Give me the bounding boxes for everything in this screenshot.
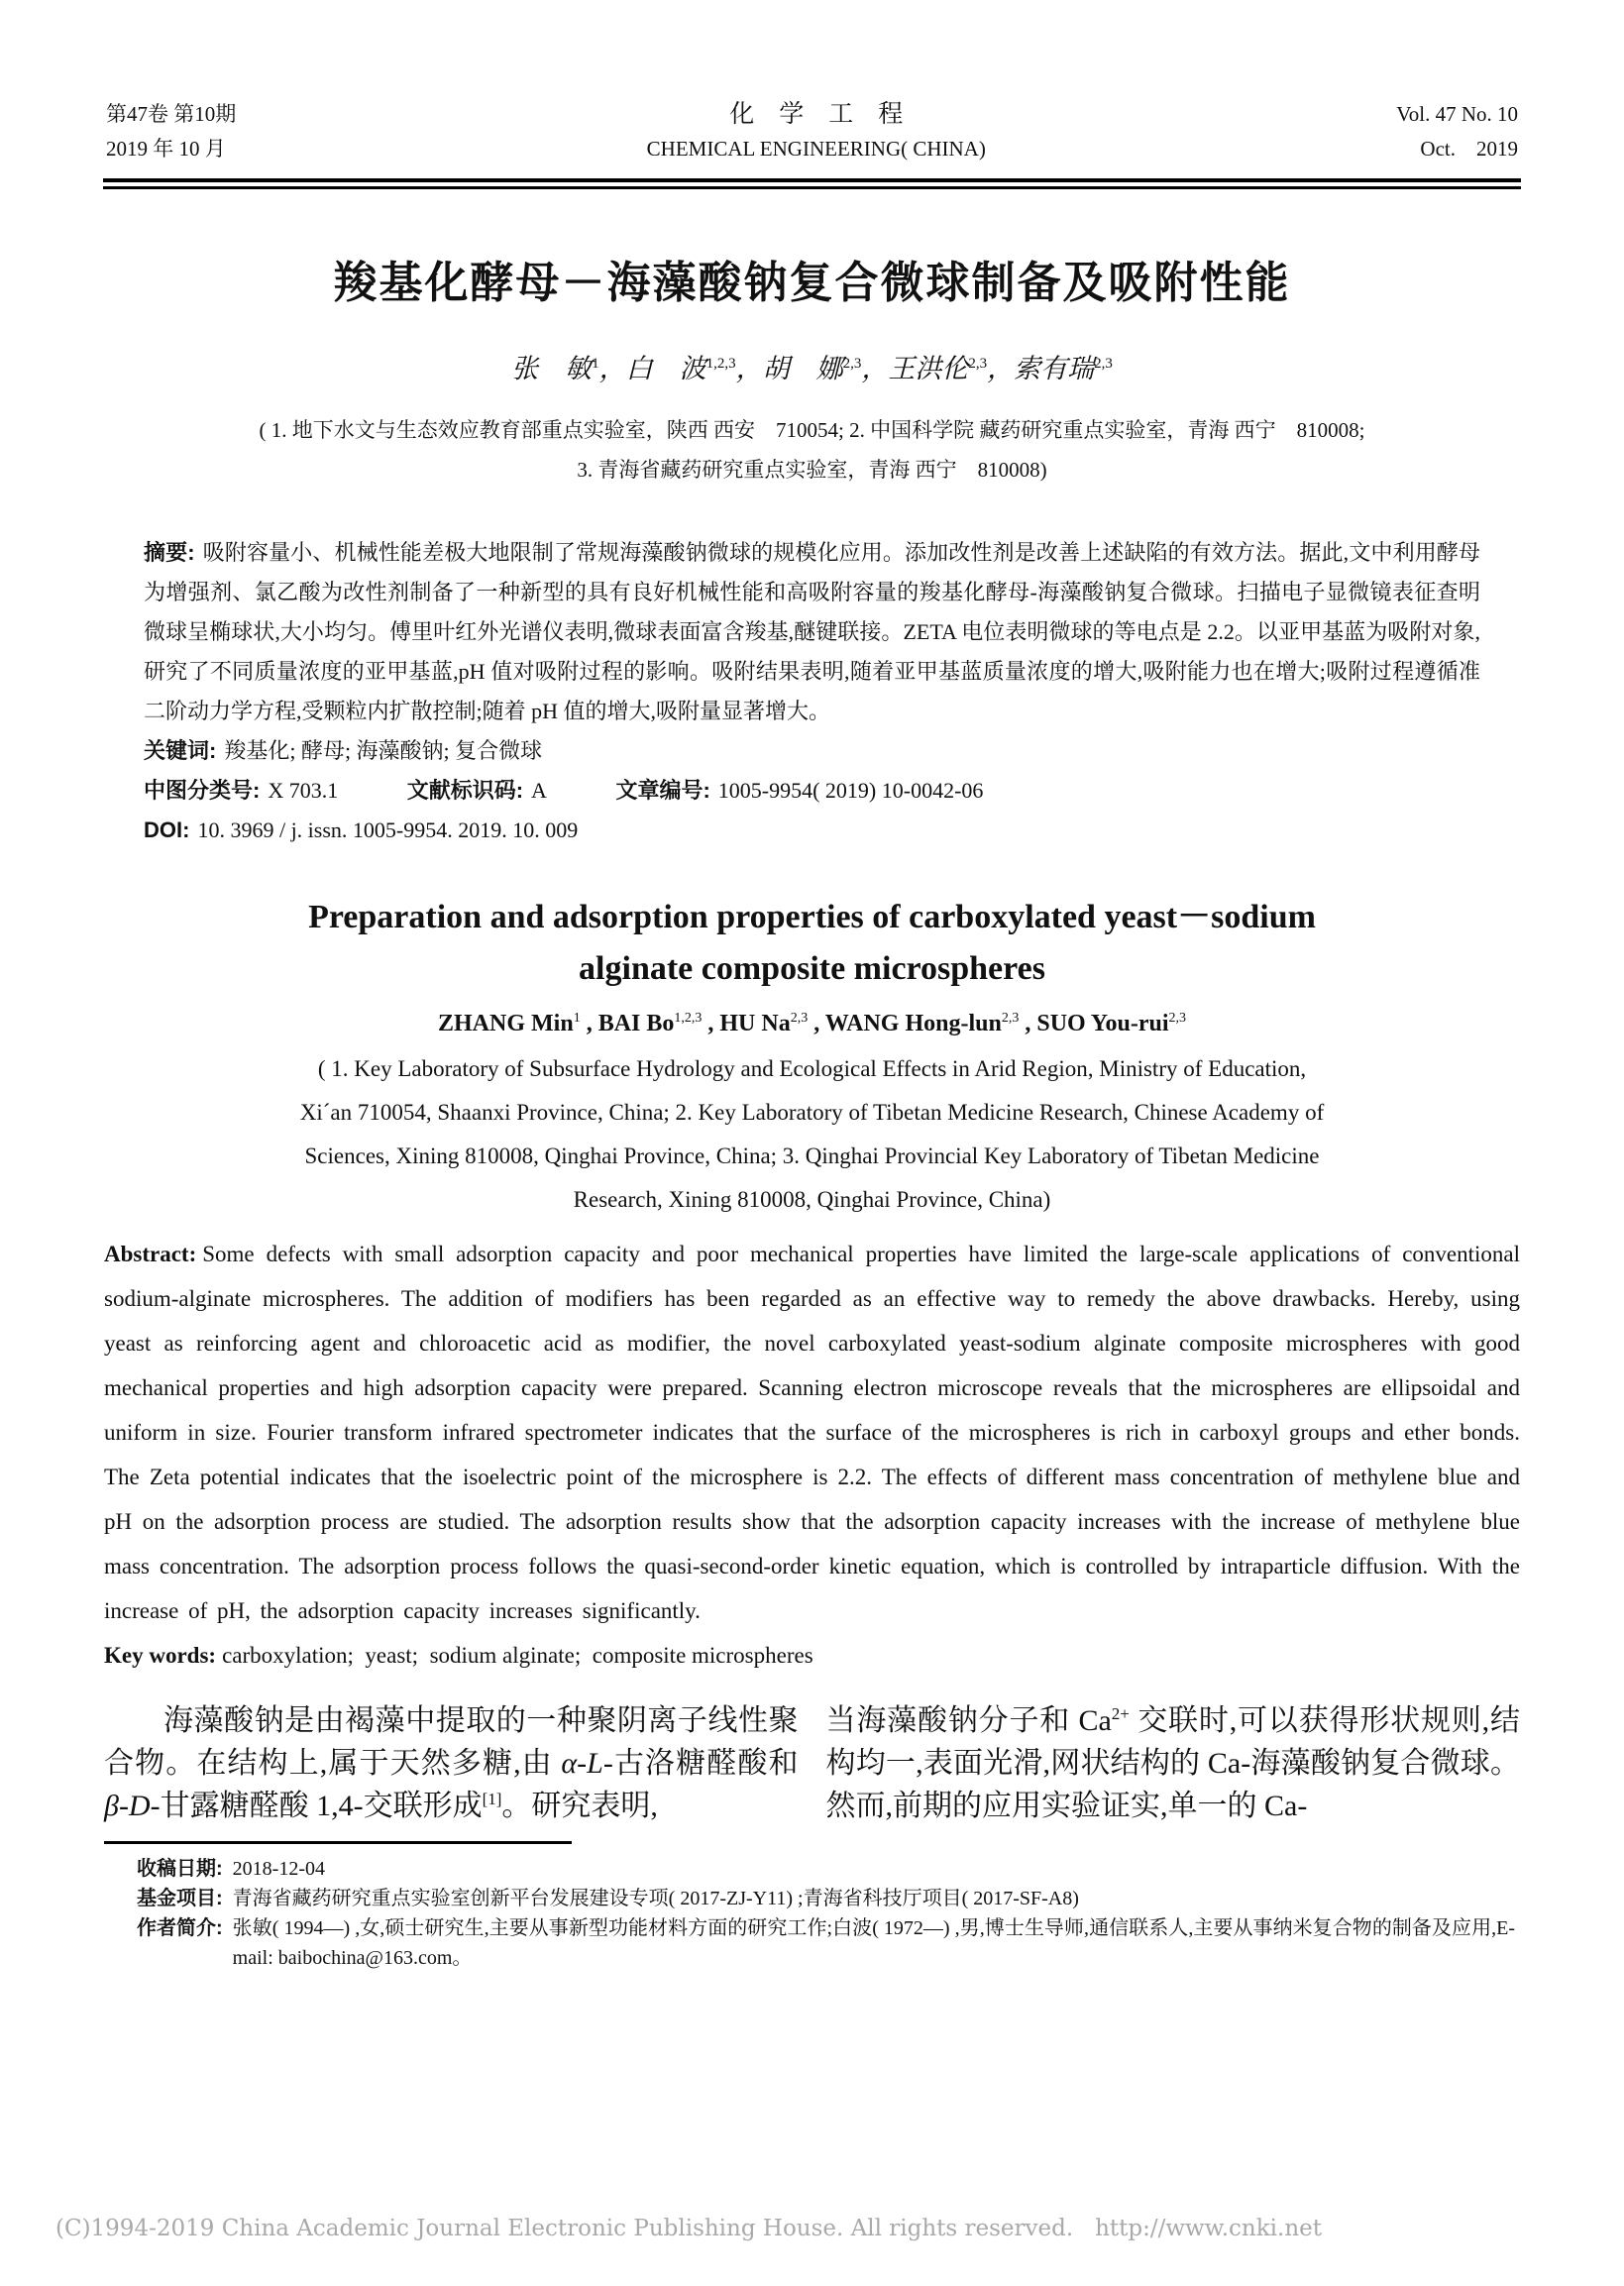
journal-name-cn: 化 学 工 程 (729, 101, 904, 128)
author-en: BAI Bo$^{1,2,3}$ (597, 1011, 703, 1036)
journal-header-center (647, 97, 986, 166)
classification-line (144, 771, 1480, 811)
affiliation-en-line: Sciences, Xining 810008, Qinghai Province, China; 3. Qinghai Provincial Key Laboratory of Tibetan Medicine (304, 1143, 1320, 1168)
abstract-cn (144, 533, 1480, 731)
abstract-en-text: Some defects with small adsorption capacity and poor mechanical properties have limited the large-scale applications of conventional sodium-alginate microspheres. The addition of modifiers has been regarded as an effective way to remedy the above drawbacks. Hereby, using yeast as reinforcing agent and chloroacetic acid as modifier, the novel carboxylated yeast-sodium alginate composite microspheres with good mechanical properties and high adsorption capacity were prepared. Scanning electron microscope reveals that the microspheres are ellipsoidal and uniform in size. Fourier transform infrared spectrometer indicates that the surface of the microspheres is rich in carboxyl groups and ether bonds. The Zeta potential indicates that the isoelectric point of the microsphere is 2.2. The effects of different mass concentration of methylene blue and pH on the adsorption process are studied. The adsorption results show that the adsorption capacity increases with the increase of methylene blue mass concentration. The adsorption process follows the quasi-second-order kinetic equation, which is controlled by intraparticle diffusion. With the increase of pH, the adsorption capacity increases significantly. (104, 1242, 1520, 1623)
doi-line (144, 811, 1480, 850)
author-cn: 王洪伦$^{2,3}$ (888, 354, 988, 383)
body-right-paragraph: 当海藻酸钠分子和 $Ca^{2+}$ 交联时,可以获得形状规则,结构均一,表面光滑,网状结构的 Ca-海藻酸钠复合微球。然而,前期的应用实验证实,单一的 Ca- (825, 1704, 1521, 1822)
footnote-funding: 基金项目: 青海省藏药研究重点实验室创新平台发展建设专项( 2017-ZJ-Y11) ;青海省科技厅项目( 2017-SF-A8) (137, 1888, 1079, 1909)
volume-issue-en: Vol. 47 No. 10 (1396, 102, 1518, 126)
doi-label: DOI: (144, 817, 190, 842)
author-en: SUO You-rui$^{2,3}$ (1036, 1011, 1186, 1036)
author-separator: ， (598, 354, 626, 383)
affiliation-en-line: Research, Xining 810008, Qinghai Province, China) (573, 1187, 1051, 1212)
authors-en (0, 1001, 1624, 1041)
document-code: 文献标识码: A (406, 778, 547, 803)
volume-issue-cn: 第47卷 第10期 (106, 102, 237, 126)
keywords-cn-label: 关键词: (144, 738, 217, 763)
footnotes (137, 1854, 1515, 1973)
authors-cn (0, 346, 1624, 386)
keywords-en-text: carboxylation; yeast; sodium alginate; composite microspheres (222, 1643, 813, 1668)
keywords-en (104, 1633, 1520, 1678)
date-en: Oct. 2019 (1420, 137, 1518, 161)
article-title-cn: 羧基化酵母－海藻酸钠复合微球制备及吸附性能 (333, 259, 1291, 307)
affiliation-cn-line: ( 1. 地下水文与生态效应教育部重点实验室，陕西 西安 710054; 2. 中国科学院 藏药研究重点实验室，青海 西宁 810008; (259, 418, 1365, 442)
chinese-meta-block (144, 533, 1480, 850)
footnote-author-bio: 作者简介: 张敏( 1994—) ,女,硕士研究生,主要从事新型功能材料方面的研究工作;白波( 1972—) ,男,博士生导师,通信联系人,主要从事纳米复合物的制备及应用,E-mail: baibochina@163.com。 (137, 1917, 1515, 1969)
abstract-en (104, 1232, 1520, 1633)
date-cn: 2019 年 10 月 (106, 137, 226, 161)
affiliation-en-line: Xi´an 710054, Shaanxi Province, China; 2. Key Laboratory of Tibetan Medicine Research, Chinese Academy of (299, 1100, 1325, 1125)
author-cn: 胡 娜$^{2,3}$ (762, 354, 862, 383)
affiliation-en-line: ( 1. Key Laboratory of Subsurface Hydrology and Ecological Effects in Arid Region, Ministry of Education, (317, 1056, 1307, 1081)
author-en: WANG Hong-lun$^{2,3}$ (824, 1011, 1020, 1036)
author-separator: , (808, 1011, 825, 1036)
abstract-cn-label: 摘要: (144, 540, 195, 565)
affiliations-en (0, 1047, 1624, 1222)
affiliations-cn (0, 410, 1624, 490)
footnote-received-date: 收稿日期: 2018-12-04 (137, 1858, 325, 1880)
author-separator: ， (735, 354, 763, 383)
english-meta-block (104, 1232, 1520, 1678)
author-cn: 索有瑞$^{2,3}$ (1014, 354, 1113, 383)
keywords-cn-text: 羧基化; 酵母; 海藻酸钠; 复合微球 (224, 738, 543, 763)
doi-value: 10. 3969 / j. issn. 1005-9954. 2019. 10. 009 (197, 817, 579, 842)
citation-ref: [1] (482, 1790, 502, 1808)
author-separator: , (702, 1011, 720, 1036)
author-en: ZHANG Min$^1$ (438, 1011, 581, 1036)
keywords-cn (144, 731, 1480, 771)
journal-name-en: CHEMICAL ENGINEERING( CHINA) (646, 137, 986, 161)
body-left-paragraph: 海藻酸钠是由褐藻中提取的一种聚阴离子线性聚合物。在结构上,属于天然多糖,由 α-L-古洛糖醛酸和 β-D-甘露糖醛酸 1,4-交联形成[1]。研究表明, (104, 1704, 799, 1822)
clc-number: 中图分类号: X 703.1 (144, 778, 339, 803)
title-en-line: Preparation and adsorption properties of carboxylated yeast－sodium (308, 899, 1316, 935)
journal-header (0, 0, 1624, 166)
journal-header-right (1396, 97, 1518, 166)
author-separator: ， (987, 354, 1015, 383)
article-id: 文章编号: 1005-9954( 2019) 10-0042-06 (615, 778, 984, 803)
author-cn: 张 敏$^1$ (511, 354, 599, 383)
footnote-divider (104, 1841, 572, 1844)
journal-header-left (106, 97, 236, 166)
body-left-column (104, 1699, 799, 1827)
body-columns (104, 1699, 1520, 1827)
abstract-cn-text: 吸附容量小、机械性能差极大地限制了常规海藻酸钠微球的规模化应用。添加改性剂是改善上述缺陷的有效方法。据此,文中利用酵母为增强剂、氯乙酸为改性剂制备了一种新型的具有良好机械性能和高吸附容量的羧基化酵母-海藻酸钠复合微球。扫描电子显微镜表征查明微球呈椭球状,大小均匀。傅里叶红外光谱仪表明,微球表面富含羧基,醚键联接。ZETA 电位表明微球的等电点是 2.2。以亚甲基蓝为吸附对象,研究了不同质量浓度的亚甲基蓝,pH 值对吸附过程的影响。吸附结果表明,随着亚甲基蓝质量浓度的增大,吸附能力也在增大;吸附过程遵循准二阶动力学方程,受颗粒内扩散控制;随着 pH 值的增大,吸附量显著增大。 (144, 540, 1480, 723)
keywords-en-label: Key words: (104, 1643, 217, 1668)
author-separator: , (580, 1011, 598, 1036)
abstract-en-label: Abstract: (104, 1242, 197, 1266)
copyright-footer: (C)1994-2019 China Academic Journal Electronic Publishing House. All rights reserved. http://www.cnki.net (55, 2216, 1322, 2241)
author-cn: 白 波$^{1,2,3}$ (625, 354, 736, 383)
affiliation-cn-line: 3. 青海省藏药研究重点实验室，青海 西宁 810008) (577, 458, 1047, 482)
body-right-column (826, 1699, 1521, 1827)
title-en-line: alginate composite microspheres (579, 950, 1045, 987)
author-en: HU Na$^{2,3}$ (719, 1011, 809, 1036)
header-double-rule (103, 178, 1521, 189)
article-title-en (0, 892, 1624, 995)
author-separator: , (1019, 1011, 1037, 1036)
author-separator: ， (861, 354, 889, 383)
